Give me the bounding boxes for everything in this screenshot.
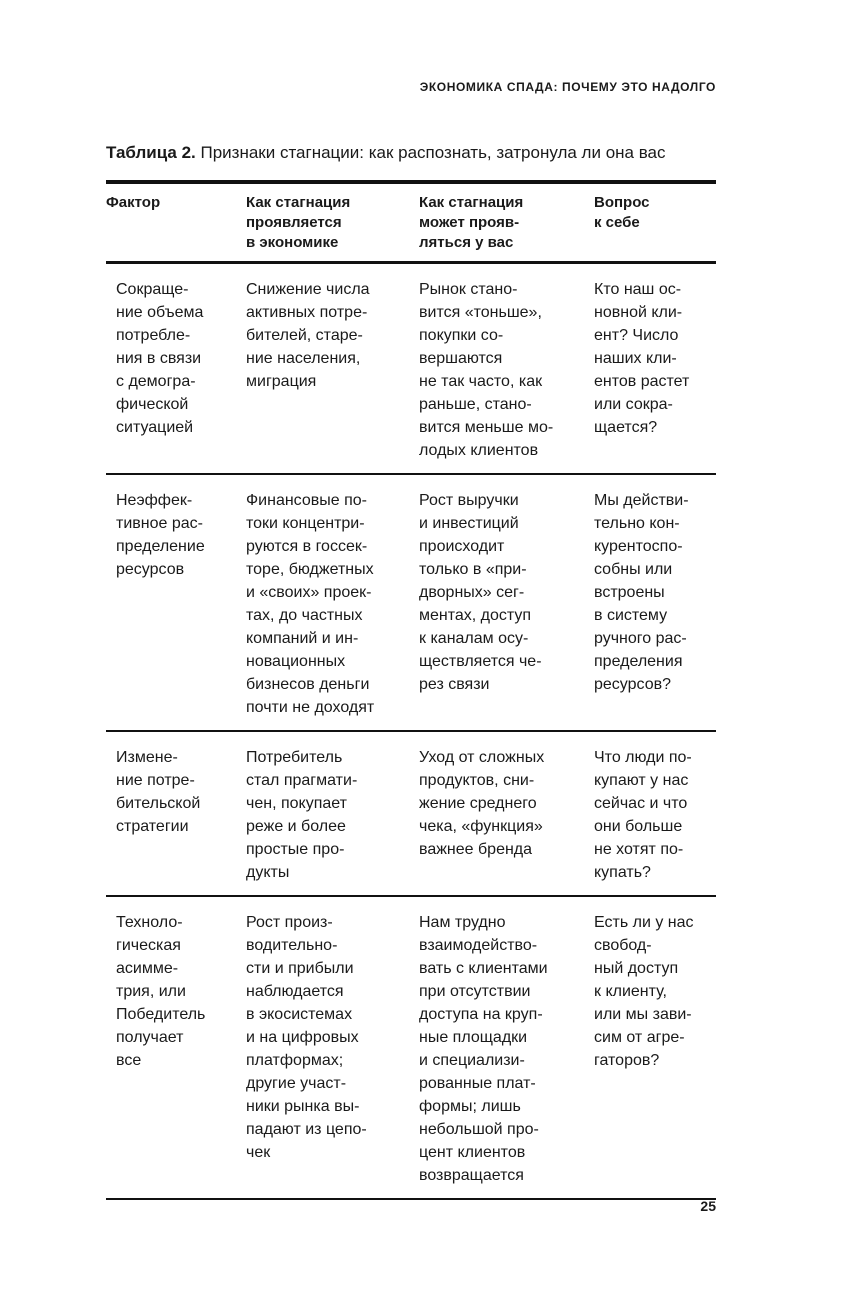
header-question: Вопрос к себе [594,194,650,231]
cell-economy: Снижение числа активных потре- бителей, старе- ние населения, миграция [246,281,370,390]
header-you: Как стагнация может прояв- ляться у вас [419,194,524,251]
cell-you: Рынок стано- вится «тоньше», покупки со- вершаются не так часто, как раньше, стано- вится меньше мо- лодых клиентов [419,281,554,459]
cell-economy: Рост произ- водительно- сти и прибыли наблюдается в экосистемах и на цифровых платформах; другие участ- ники рынка вы- падают из цепо- чек [246,914,367,1161]
cell-factor: Сокраще- ние объема потребле- ния в связи с демогра- фической ситуацией [116,281,204,436]
page-number: 25 [700,1198,716,1214]
table-row [106,475,716,732]
table-caption [106,142,726,164]
table-caption-text: Признаки стагнации: как распознать, затронула ли она вас [195,143,666,162]
cell-you: Уход от сложных продуктов, сни- жение среднего чека, «функция» важнее бренда [419,749,545,858]
stagnation-signs-table [106,180,716,1200]
cell-question: Мы действи- тельно кон- курентоспо- собны или встроены в систему ручного рас- пределения ресурсов? [594,492,689,693]
cell-factor: Техноло- гическая асимме- трия, или Победитель получает все [116,914,206,1069]
header-economy: Как стагнация проявляется в экономике [246,194,351,251]
cell-question: Что люди по- купают у нас сейчас и что они больше не хотят по- купать? [594,749,692,881]
cell-you: Рост выручки и инвестиций происходит только в «при- дворных» сег- ментах, доступ к каналам осу- ществляется че- рез связи [419,492,542,693]
running-head: ЭКОНОМИКА СПАДА: ПОЧЕМУ ЭТО НАДОЛГО [419,80,716,94]
table-row [106,732,716,897]
cell-economy: Потребитель стал прагмати- чен, покупает реже и более простые про- дукты [246,749,358,881]
cell-factor: Измене- ние потре- бительской стратегии [116,749,201,835]
cell-question: Кто наш ос- новной кли- ент? Число наших кли- ентов растет или сокра- щается? [594,281,690,436]
table-row [106,897,716,1200]
table-caption-label: Таблица 2. [106,143,196,162]
cell-you: Нам трудно взаимодейство- вать с клиентами при отсутствии доступа на круп- ные площадки и специализи- рованные плат- формы; лишь небольшой про- цент клиентов возвращается [419,914,548,1184]
cell-question: Есть ли у нас свобод- ный доступ к клиенту, или мы зави- сим от агре- гаторов? [594,914,694,1069]
table-row [106,264,716,475]
table-header-row [106,184,716,264]
header-factor: Фактор [106,194,161,211]
cell-factor: Неэффек- тивное рас- пределение ресурсов [116,492,205,578]
cell-economy: Финансовые по- токи концентри- руются в госсек- торе, бюджетных и «своих» проек- тах, до частных компаний и ин- новационных бизнесов деньги почти не доходят [246,492,375,716]
